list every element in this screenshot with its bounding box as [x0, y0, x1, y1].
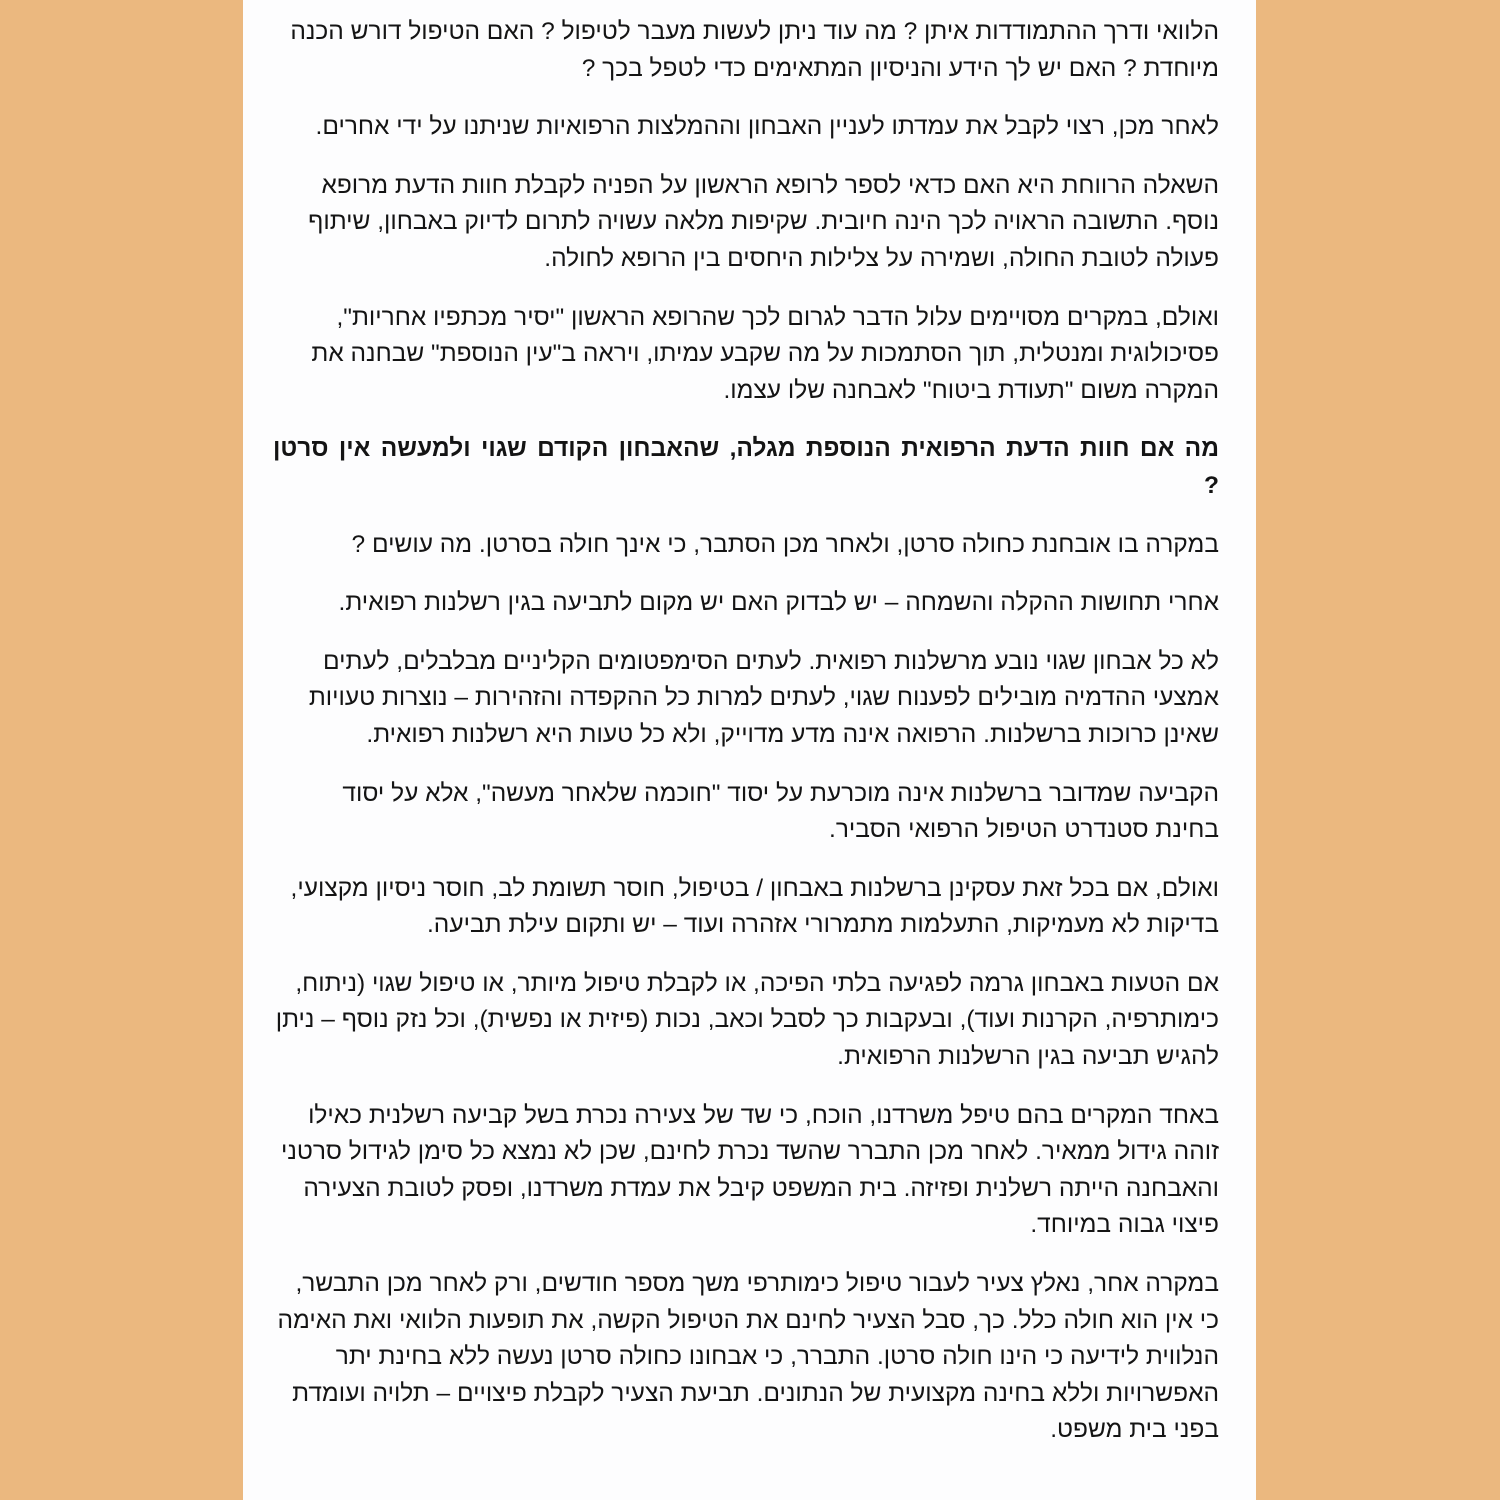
paragraph-responsibility: ואולם, במקרים מסויימים עלול הדבר לגרום לכך שהרופא הראשון "יסיר מכתפיו אחריות", פסיכולוגית ומנטלית, תוך הסתמכות על מה שקבע עמיתו, ויראה ב"עין הנוספת" שבחנה את המקרה משום "תעודת ביטוח" לאבחנה שלו עצמו.	[311, 303, 1219, 404]
paragraph-case-chemotherapy: במקרה אחר, נאלץ צעיר לעבור טיפול כימותרפי משך מספר חודשים, ורק לאחר מכן התבשר, כי אין הוא חולה כלל. כך, סבל הצעיר לחינם את הטיפול הקשה, את תופעות הלוואי ואת האימה הנלווית לידיעה כי הינו חולה סרטן. התברר, כי אבחונו כחולה סרטן נעשה ללא בחינת יתר האפשרויות וללא בחינה מקצועית של הנתונים. תביעת הצעיר לקבלת פיצויים – תלויה ועומדת בפני בית משפט.	[277, 1270, 1219, 1444]
paragraph-case-breast: באחד המקרים בהם טיפל משרדנו, הוכח, כי שד של צעירה נכרת בשל קביעה רשלנית כאילו זוהה גידול ממאיר. לאחר מכן התברר שהשד נכרת לחינם, שכן לא נמצא כל סימן לגידול סרטני והאבחנה הייתה רשלנית ופזיזה. בית המשפט קיבל את עמדת משרדנו, ופסק לטובת הצעירה פיצוי גבוה במיוחד.	[280, 1101, 1219, 1239]
paragraph-not-every-error: לא כל אבחון שגוי נובע מרשלנות רפואית. לעתים הסימפטומים הקליניים מבלבלים, לעתים אמצעי ההדמיה מובילים לפענוח שגוי, לעתים למרות כל ההקפדה והזהירות – נוצרות טעויות שאינן כרוכות ברשלנות. הרפואה אינה מדע מדוייק, ולא כל טעות היא רשלנות רפואית.	[308, 647, 1219, 748]
section-heading: מה אם חוות הדעת הרפואית הנוספת מגלה, שהאבחון הקודם שגוי ולמעשה אין סרטן ?	[273, 435, 1219, 499]
paragraph-opinion-of-first-doctor: לאחר מכן, רצוי לקבל את עמדתו לעניין האבחון וההמלצות הרפואיות שניתנו על ידי אחרים.	[315, 113, 1219, 141]
paragraph-irreversible-harm: אם הטעות באבחון גרמה לפגיעה בלתי הפיכה, או לקבלת טיפול מיותר, או טיפול שגוי (ניתוח, כימותרפיה, הקרנות ועוד), ובעקבות כך לסבל וכאב, נכות (פיזית או נפשית), וכל נזק נוסף – ניתן להגיש תביעה בגין הרשלנות הרפואית.	[275, 969, 1219, 1071]
paragraph-misdiagnosed: במקרה בו אובחנת כחולה סרטן, ולאחר מכן הסתבר, כי אינך חולה בסרטן. מה עושים ?	[351, 530, 1219, 558]
paragraph-negligence-grounds: ואולם, אם בכל זאת עסקינן ברשלנות באבחון / בטיפול, חוסר תשומת לב, חוסר ניסיון מקצועי, בדיקות לא מעמיקות, התעלמות מתמרורי אזהרה ועוד – יש ותקום עילת תביעה.	[290, 874, 1219, 939]
paragraph-after-relief: אחרי תחושות ההקלה והשמחה – יש לבדוק האם יש מקום לתביעה בגין רשלנות רפואית.	[338, 589, 1219, 617]
paragraph-side-effects: הלוואי ודרך ההתמודדות איתן ? מה עוד ניתן לעשות מעבר לטיפול ? האם הטיפול דורש הכנה מיוחדת ? האם יש לך הידע והניסיון המתאימים כדי לטפל בכך ?	[290, 18, 1219, 82]
paragraph-hindsight: הקביעה שמדובר ברשלנות אינה מוכרעת על יסוד "חוכמה שלאחר מעשה", אלא על יסוד בחינת סטנדרט הטיפול הרפואי הסביר.	[342, 779, 1219, 844]
paragraph-tell-first-doctor: השאלה הרווחת היא האם כדאי לספר לרופא הראשון על הפניה לקבלת חוות הדעת מרופא נוסף. התשובה הראויה לכך הינה חיובית. שקיפות מלאה עשויה לתרום לדיוק באבחון, שיתוף פעולה לטובת החולה, ושמירה על צלילות היחסים בין הרופא לחולה.	[308, 171, 1219, 272]
document-body	[273, 14, 1219, 1449]
document-page	[243, 0, 1256, 1500]
